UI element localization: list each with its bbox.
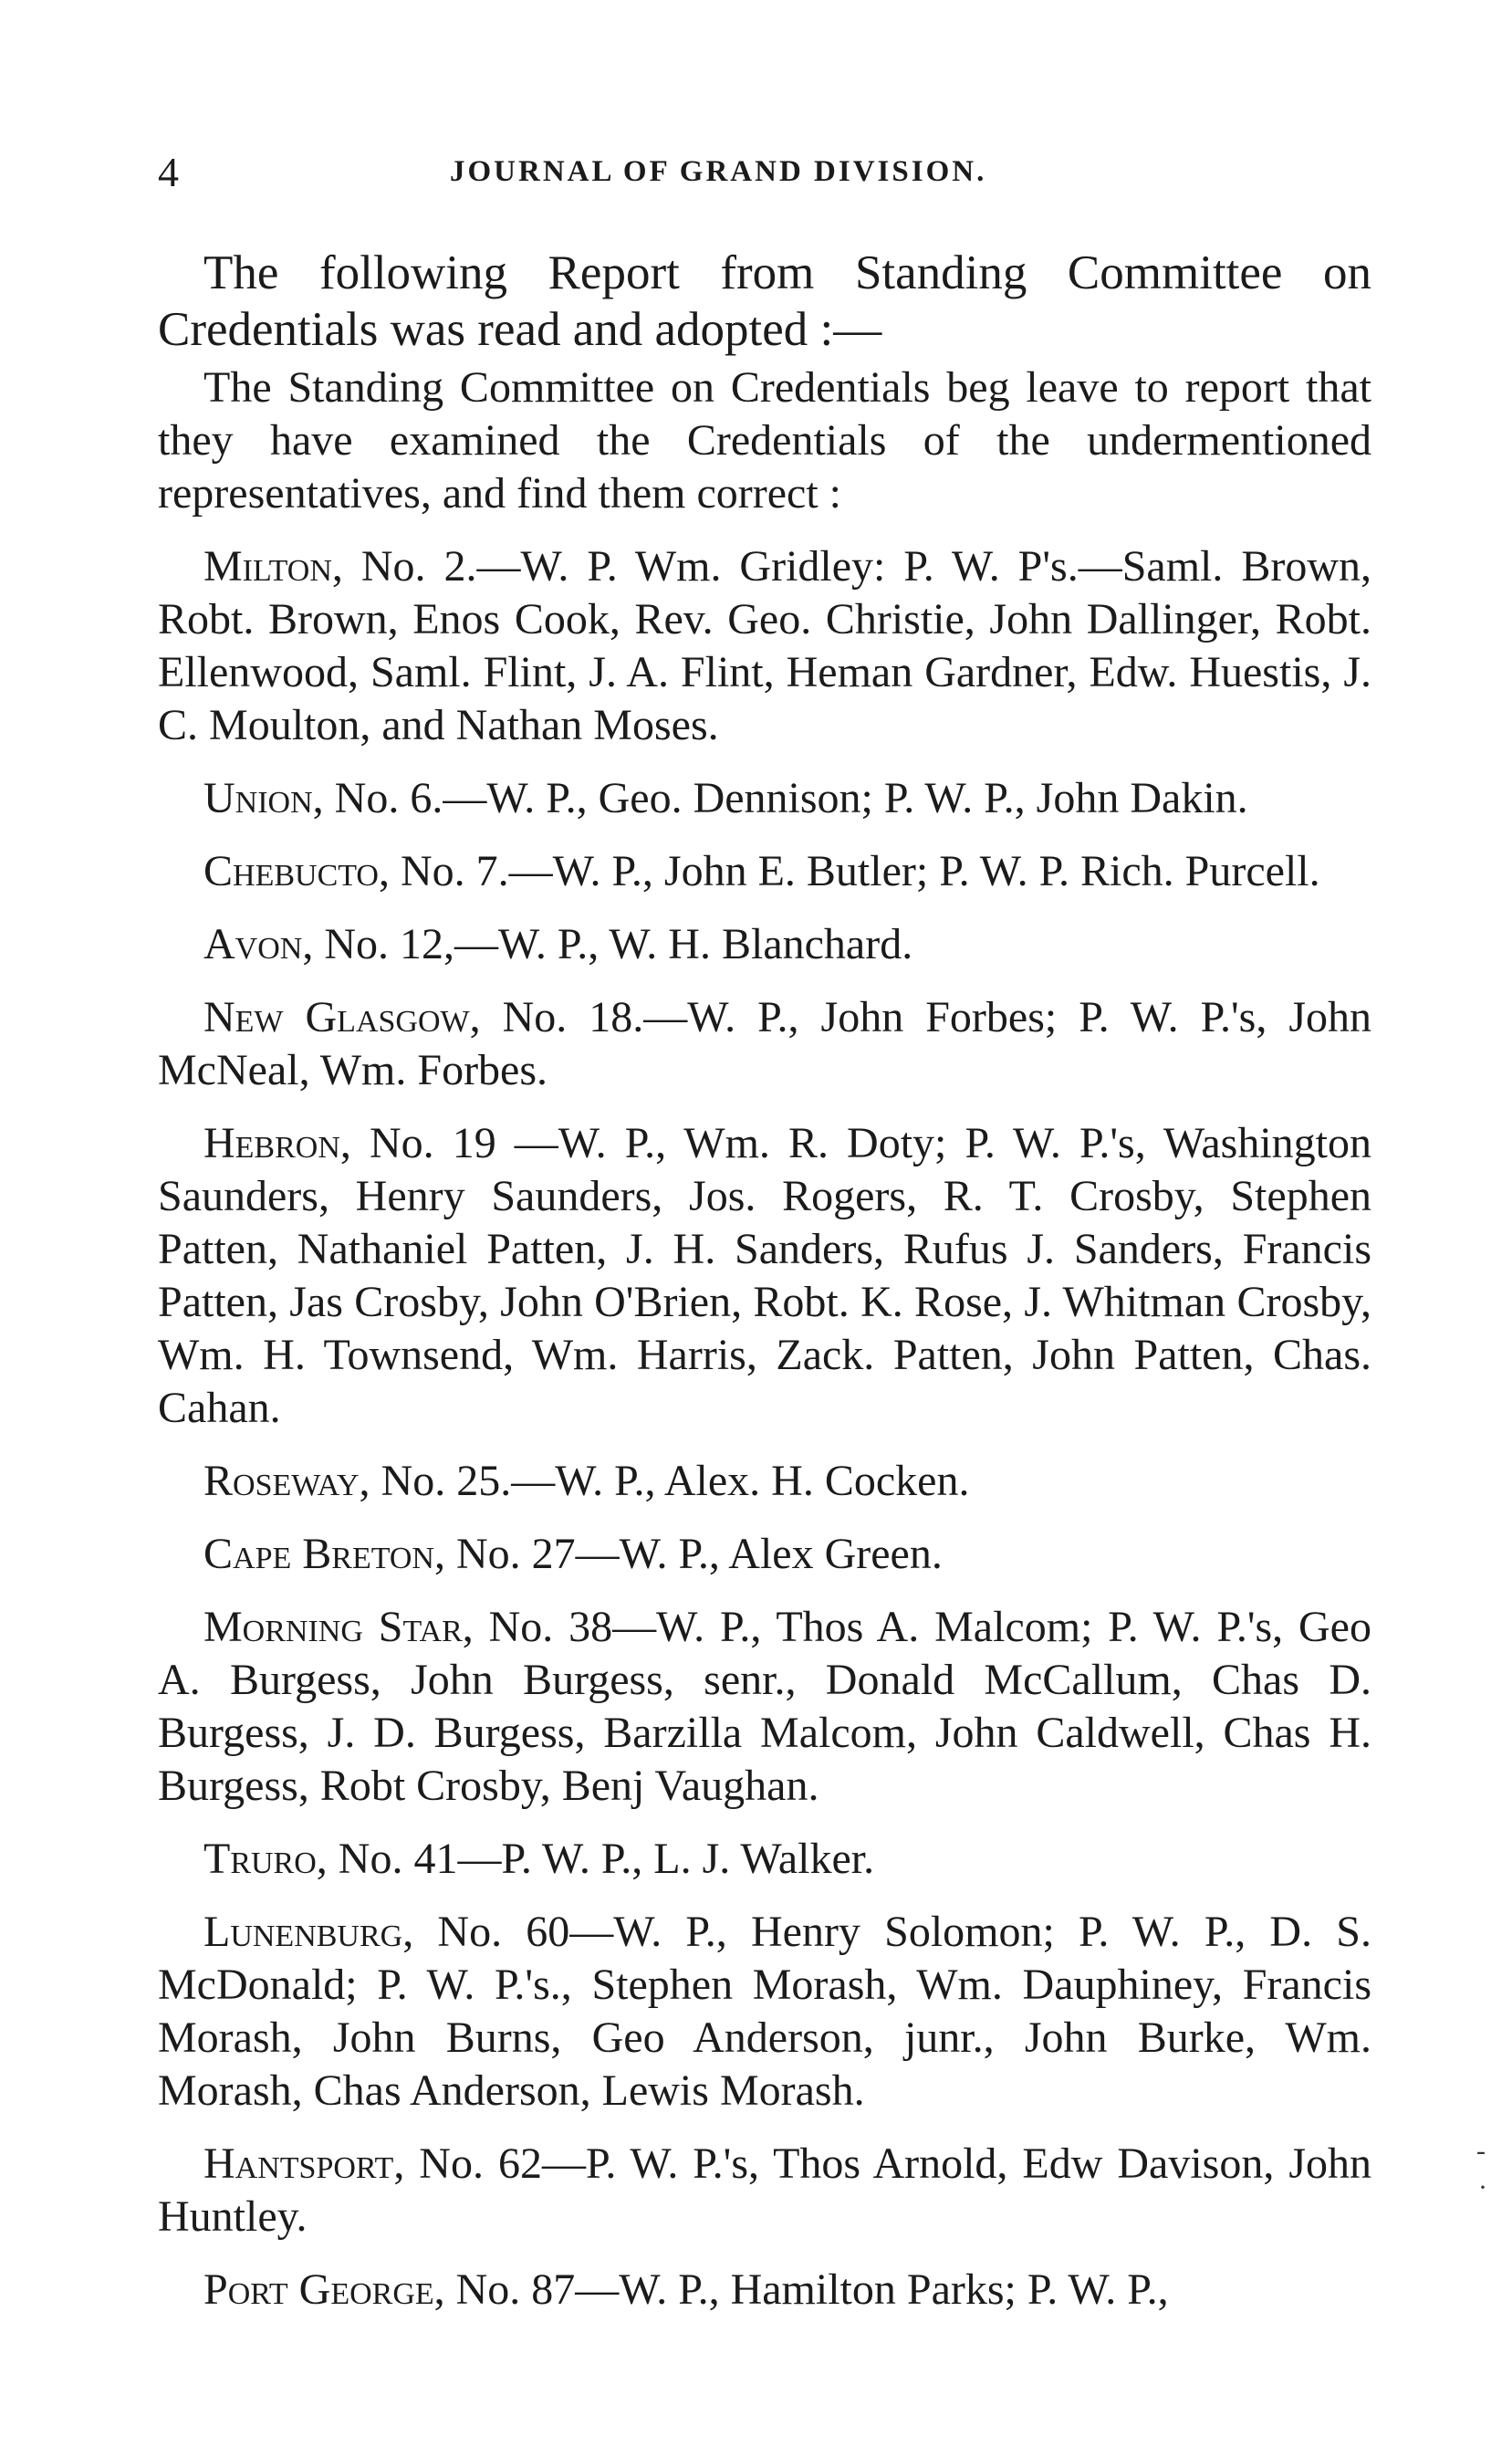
division-entry-hebron xyxy=(158,1117,1371,1435)
division-entry-truro xyxy=(158,1833,1371,1886)
division-name: New Glasgow, xyxy=(203,993,481,1041)
division-details: No. 62—P. W. P.'s, Thos Arnold, Edw Davison, John Huntley. xyxy=(158,2139,1371,2241)
division-name: Cape Breton, xyxy=(203,1530,445,1578)
margin-mark: - xyxy=(1476,2136,1486,2166)
division-entry-chebucto xyxy=(158,845,1371,898)
margin-mark: · xyxy=(1478,2172,1487,2202)
division-entry-port-george xyxy=(158,2264,1371,2317)
division-name: Port George, xyxy=(203,2265,445,2314)
division-details: No. 25.—W. P., Alex. H. Cocken. xyxy=(370,1457,970,1505)
division-details: No. 7.—W. P., John E. Butler; P. W. P. Rich. Purcell. xyxy=(389,847,1320,895)
division-details: No. 38—W. P., Thos A. Malcom; P. W. P.'s, Geo A. Burgess, John Burgess, senr., Donald McCallum, Chas D. Burgess, J. D. Burgess, Barzilla Malcom, John Caldwell, Chas H. Burgess, Robt Crosby, Benj Vaughan. xyxy=(158,1603,1371,1810)
division-name: Chebucto, xyxy=(203,847,390,895)
division-entry-hantsport xyxy=(158,2138,1371,2244)
division-details: No. 60—W. P., Henry Solomon; P. W. P., D. S. McDonald; P. W. P.'s., Stephen Morash, Wm. Dauphiney, Francis Morash, John Burns, Geo Anderson, junr., John Burke, Wm. Morash, Chas Anderson, Lewis Morash. xyxy=(158,1908,1371,2115)
division-name: Hebron, xyxy=(203,1119,351,1167)
division-name: Lunenburg, xyxy=(203,1908,414,1956)
division-entry-roseway xyxy=(158,1455,1371,1508)
division-details: No. 2.—W. P. Wm. Gridley: P. W. P's.—Saml. Brown, Robt. Brown, Enos Cook, Rev. Geo. Christie, John Dallinger, Robt. Ellenwood, Saml. Flint, J. A. Flint, Heman Gardner, Edw. Huestis, J. C. Moulton, and Nathan Moses. xyxy=(158,542,1371,749)
division-name: Roseway, xyxy=(203,1457,370,1505)
division-entry-morning-star xyxy=(158,1601,1371,1813)
division-details: No. 19 —W. P., Wm. R. Doty; P. W. P.'s, Washington Saunders, Henry Saunders, Jos. Rogers, R. T. Crosby, Stephen Patten, Nathaniel Patten, J. H. Sanders, Rufus J. Sanders, Francis Patten, Jas Crosby, John O'Brien, Robt. K. Rose, J. Whitman Crosby, Wm. H. Townsend, Wm. Harris, Zack. Patten, John Patten, Chas. Cahan. xyxy=(158,1119,1371,1432)
division-entry-new-glasgow xyxy=(158,991,1371,1097)
page-header xyxy=(158,148,1371,203)
division-name: Morning Star, xyxy=(203,1603,474,1651)
division-details: No. 41—P. W. P., L. J. Walker. xyxy=(327,1835,875,1883)
intro-paragraph: The following Report from Standing Committee on Credentials was read and adopted :— xyxy=(158,246,1371,356)
division-entry-union xyxy=(158,772,1371,825)
division-details: No. 6.—W. P., Geo. Dennison; P. W. P., John Dakin. xyxy=(323,774,1248,822)
division-name: Truro, xyxy=(203,1835,328,1883)
division-details: No. 27—W. P., Alex Green. xyxy=(444,1530,943,1578)
division-details: No. 87—W. P., Hamilton Parks; P. W. P., xyxy=(444,2265,1169,2314)
page-number: 4 xyxy=(158,149,179,195)
division-entry-avon xyxy=(158,918,1371,971)
division-name: Milton, xyxy=(203,542,343,591)
division-entry-milton xyxy=(158,540,1371,752)
division-name: Hantsport, xyxy=(203,2139,405,2188)
division-name: Union, xyxy=(203,774,324,822)
division-details: No. 18.—W. P., John Forbes; P. W. P.'s, John McNeal, Wm. Forbes. xyxy=(158,993,1372,1094)
division-entry-lunenburg xyxy=(158,1906,1371,2118)
report-lead-paragraph: The Standing Committee on Credentials beg leave to report that they have examined the Credentials of the undermentioned representatives, and find them correct : xyxy=(158,363,1371,518)
division-name: Avon, xyxy=(203,920,314,968)
division-entry-cape-breton xyxy=(158,1528,1371,1581)
running-title: JOURNAL OF GRAND DIVISION. xyxy=(450,155,987,188)
page-body xyxy=(158,245,1371,2337)
division-details: No. 12,—W. P., W. H. Blanchard. xyxy=(313,920,913,968)
